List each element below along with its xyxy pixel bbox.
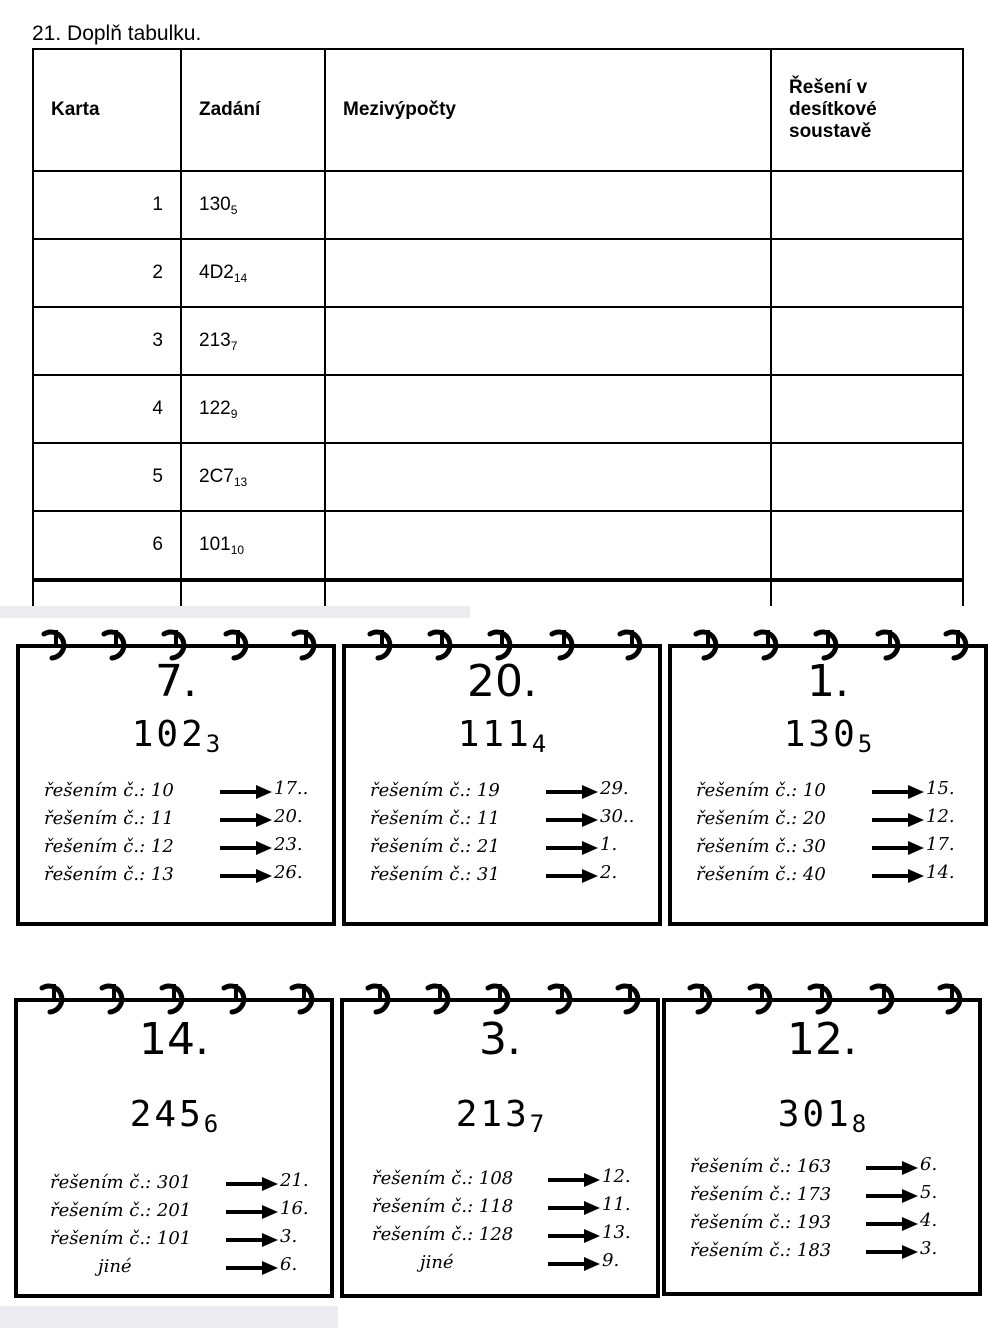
option-result: 23. xyxy=(274,834,303,855)
card-number: 20. xyxy=(467,656,537,707)
row-karta: 2 xyxy=(33,239,181,307)
option-result: 17. xyxy=(926,834,955,855)
option-result: 13. xyxy=(602,1222,631,1243)
option-result: 6. xyxy=(920,1154,938,1175)
arrow-right-icon xyxy=(548,1228,600,1244)
table-row xyxy=(33,443,963,511)
row-zadani: $130_5$ xyxy=(181,171,325,239)
arrow-right-icon xyxy=(546,812,598,828)
row-mezivypocty-cell[interactable] xyxy=(325,307,771,375)
card-option xyxy=(372,1166,662,1194)
card-option xyxy=(44,778,334,806)
arrow-right-icon xyxy=(548,1172,600,1188)
row-karta: 1 xyxy=(33,171,181,239)
option-label: řešením č.: 173 xyxy=(690,1184,832,1205)
row-reseni-cell[interactable] xyxy=(771,511,963,579)
card-option xyxy=(696,778,986,806)
card-number: 12. xyxy=(787,1014,857,1065)
option-result: 11. xyxy=(602,1194,631,1215)
option-label: řešením č.: 301 xyxy=(50,1172,192,1193)
option-label: jiné xyxy=(420,1252,454,1273)
option-label: řešením č.: 163 xyxy=(690,1156,832,1177)
row-karta: 5 xyxy=(33,443,181,511)
option-label: řešením č.: 11 xyxy=(370,808,500,829)
card-option xyxy=(370,806,660,834)
row-karta: 3 xyxy=(33,307,181,375)
option-result: 3. xyxy=(920,1238,938,1259)
option-result: 17.. xyxy=(274,778,309,799)
option-result: 3. xyxy=(280,1226,298,1247)
option-result: 26. xyxy=(274,862,303,883)
table-cutoff-row xyxy=(32,580,964,606)
card-task: $130_5$ xyxy=(783,714,873,758)
row-mezivypocty-cell[interactable] xyxy=(325,171,771,239)
card-option xyxy=(690,1154,980,1182)
card-task: $301_8$ xyxy=(777,1094,867,1138)
arrow-right-icon xyxy=(546,840,598,856)
row-karta: 4 xyxy=(33,375,181,443)
arrow-right-icon xyxy=(866,1160,918,1176)
option-result: 14. xyxy=(926,862,955,883)
option-result: 20. xyxy=(274,806,303,827)
table-row xyxy=(33,171,963,239)
row-reseni-cell[interactable] xyxy=(771,239,963,307)
row-mezivypocty-cell[interactable] xyxy=(325,511,771,579)
arrow-right-icon xyxy=(866,1188,918,1204)
arrow-right-icon xyxy=(220,812,272,828)
arrow-right-icon xyxy=(546,784,598,800)
option-result: 12. xyxy=(926,806,955,827)
option-result: 21. xyxy=(280,1170,309,1191)
row-mezivypocty-cell[interactable] xyxy=(325,443,771,511)
row-zadani: $122_9$ xyxy=(181,375,325,443)
arrow-right-icon xyxy=(866,1244,918,1260)
row-mezivypocty-cell[interactable] xyxy=(325,239,771,307)
arrow-right-icon xyxy=(226,1260,278,1276)
card-option xyxy=(690,1238,980,1266)
row-zadani: $213_7$ xyxy=(181,307,325,375)
option-result: 2. xyxy=(600,862,618,883)
arrow-right-icon xyxy=(872,868,924,884)
option-label: řešením č.: 128 xyxy=(372,1224,514,1245)
option-result: 6. xyxy=(280,1254,298,1275)
option-label: řešením č.: 20 xyxy=(696,808,826,829)
card-option xyxy=(372,1194,662,1222)
arrow-right-icon xyxy=(226,1204,278,1220)
arrow-right-icon xyxy=(220,840,272,856)
option-result: 4. xyxy=(920,1210,938,1231)
option-label: řešením č.: 31 xyxy=(370,864,500,885)
option-label: řešením č.: 12 xyxy=(44,836,174,857)
option-label: řešením č.: 13 xyxy=(44,864,174,885)
arrow-right-icon xyxy=(226,1232,278,1248)
option-label: řešením č.: 19 xyxy=(370,780,500,801)
card-option xyxy=(44,806,334,834)
answer-table xyxy=(32,48,964,580)
calendar-card xyxy=(14,984,334,1298)
card-option xyxy=(690,1210,980,1238)
table-row xyxy=(33,307,963,375)
option-label: řešením č.: 10 xyxy=(696,780,826,801)
arrow-right-icon xyxy=(220,868,272,884)
table-row xyxy=(33,511,963,579)
card-number: 1. xyxy=(807,656,849,707)
option-result: 30.. xyxy=(600,806,635,827)
card-number: 7. xyxy=(155,656,197,707)
option-result: 15. xyxy=(926,778,955,799)
card-option xyxy=(50,1226,340,1254)
arrow-right-icon xyxy=(866,1216,918,1232)
arrow-right-icon xyxy=(548,1200,600,1216)
card-option xyxy=(44,834,334,862)
card-task: $102_3$ xyxy=(131,714,221,758)
table-row xyxy=(33,239,963,307)
card-option xyxy=(50,1254,340,1282)
row-zadani: $4D2_{14}$ xyxy=(181,239,325,307)
option-label: řešením č.: 40 xyxy=(696,864,826,885)
row-reseni-cell[interactable] xyxy=(771,443,963,511)
row-mezivypocty-cell[interactable] xyxy=(325,375,771,443)
header-zadani: Zadání xyxy=(181,49,325,171)
card-number: 14. xyxy=(139,1014,209,1065)
option-label: řešením č.: 30 xyxy=(696,836,826,857)
arrow-right-icon xyxy=(548,1256,600,1272)
table-row xyxy=(33,375,963,443)
row-reseni-cell[interactable] xyxy=(771,375,963,443)
option-result: 29. xyxy=(600,778,629,799)
page-divider xyxy=(0,1306,338,1328)
card-option xyxy=(696,806,986,834)
card-task: $245_6$ xyxy=(129,1094,219,1138)
card-option xyxy=(372,1250,662,1278)
arrow-right-icon xyxy=(872,784,924,800)
card-option xyxy=(44,862,334,890)
card-option xyxy=(696,862,986,890)
header-mezivypocty: Mezivýpočty xyxy=(325,49,771,171)
option-label: řešením č.: 183 xyxy=(690,1240,832,1261)
card-option xyxy=(50,1170,340,1198)
arrow-right-icon xyxy=(226,1176,278,1192)
option-label: řešením č.: 21 xyxy=(370,836,500,857)
calendar-card xyxy=(662,984,982,1296)
card-option xyxy=(370,778,660,806)
card-option xyxy=(50,1198,340,1226)
calendar-card xyxy=(668,630,988,926)
calendar-card xyxy=(340,984,660,1298)
option-label: řešením č.: 101 xyxy=(50,1228,192,1249)
card-option xyxy=(690,1182,980,1210)
option-result: 1. xyxy=(600,834,618,855)
table-header-row xyxy=(33,49,963,171)
row-zadani: $2C7_{13}$ xyxy=(181,443,325,511)
option-label: řešením č.: 118 xyxy=(372,1196,514,1217)
option-label: řešením č.: 10 xyxy=(44,780,174,801)
header-karta: Karta xyxy=(33,49,181,171)
arrow-right-icon xyxy=(546,868,598,884)
card-option xyxy=(370,834,660,862)
card-option xyxy=(696,834,986,862)
card-task: $111_4$ xyxy=(457,714,547,758)
option-label: řešením č.: 11 xyxy=(44,808,174,829)
option-result: 12. xyxy=(602,1166,631,1187)
row-reseni-cell[interactable] xyxy=(771,171,963,239)
option-label: jiné xyxy=(98,1256,132,1277)
option-result: 16. xyxy=(280,1198,309,1219)
header-reseni: Řešení v desítkové soustavě xyxy=(771,49,963,171)
arrow-right-icon xyxy=(872,840,924,856)
arrow-right-icon xyxy=(872,812,924,828)
option-label: řešením č.: 108 xyxy=(372,1168,514,1189)
option-result: 5. xyxy=(920,1182,938,1203)
card-option xyxy=(370,862,660,890)
card-option xyxy=(372,1222,662,1250)
row-zadani: $101_{10}$ xyxy=(181,511,325,579)
option-result: 9. xyxy=(602,1250,620,1271)
row-karta: 6 xyxy=(33,511,181,579)
option-label: řešením č.: 201 xyxy=(50,1200,192,1221)
exercise-title: 21. Doplň tabulku. xyxy=(32,22,202,45)
card-number: 3. xyxy=(479,1014,521,1065)
arrow-right-icon xyxy=(220,784,272,800)
card-task: $213_7$ xyxy=(455,1094,545,1138)
calendar-card xyxy=(16,630,336,926)
calendar-card xyxy=(342,630,662,926)
row-reseni-cell[interactable] xyxy=(771,307,963,375)
option-label: řešením č.: 193 xyxy=(690,1212,832,1233)
